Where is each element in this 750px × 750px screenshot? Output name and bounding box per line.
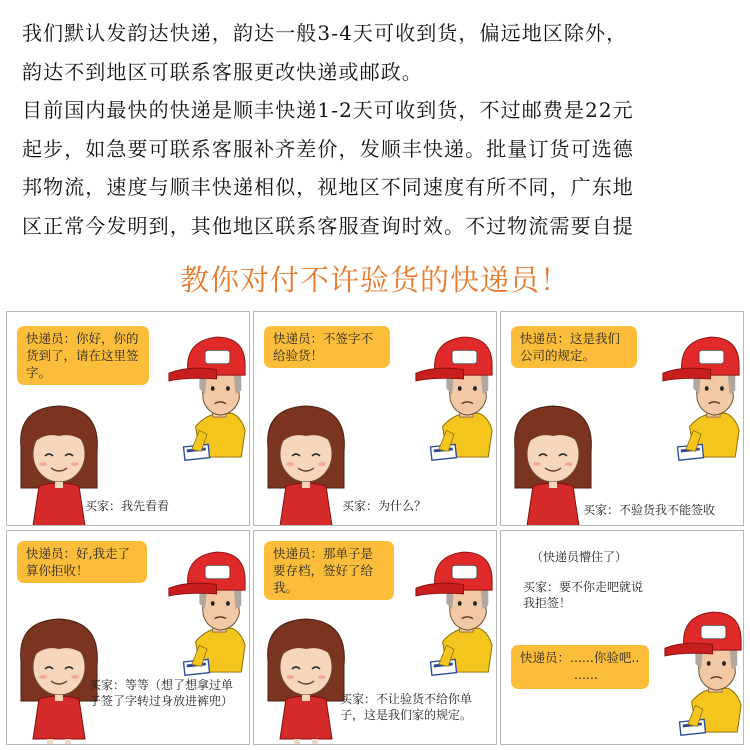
- notice-line: 韵达不到地区可联系客服更改快递或邮政。: [22, 59, 423, 84]
- courier-figure: [167, 543, 247, 683]
- courier-speech-text: 快递员：......你验吧..: [520, 650, 640, 665]
- courier-speech-bubble: 快递员：不签字不给验货！: [264, 326, 390, 368]
- notice-line: 起步，如急要可联系客服补齐差价，发顺丰快递。批量订货可选德: [22, 136, 634, 161]
- courier-figure: [414, 543, 494, 683]
- courier-speech-bubble: 快递员：好,我走了算你拒收！: [17, 541, 147, 583]
- courier-figure: [661, 328, 741, 468]
- buyer-speech-text: 买家：要不你走吧就说我拒签！: [523, 580, 644, 610]
- buyer-speech-text: 买家：为什么？: [342, 499, 427, 513]
- buyer-figure: [262, 615, 350, 745]
- comic-panel-1: [6, 311, 250, 526]
- courier-figure: [414, 328, 494, 468]
- courier-speech-bubble: [511, 645, 649, 689]
- notice-line: 我们默认发韵达快递，韵达一般3-4天可收到货，偏远地区除外，: [22, 21, 628, 45]
- comic-panel-6: [500, 530, 744, 745]
- courier-speech-ellipsis: ......: [574, 667, 598, 682]
- buyer-speech-text: 买家：等等（想了想拿过单子签了字转过身放进裤兜）: [89, 678, 234, 708]
- courier-figure: [663, 603, 743, 743]
- notice-line: 区正常今发明到，其他地区联系客服查询时效。不过物流需要自提: [22, 213, 634, 238]
- notice-line: 目前国内最快的快递是顺丰快递1-2天可收到货，不过邮费是22元: [22, 98, 634, 122]
- courier-speech-bubble: 快递员：那单子是要存档，签好了给我。: [264, 541, 394, 600]
- comic-panel-3: [500, 311, 744, 526]
- buyer-speech-text: 买家：不验货我不能签收: [583, 503, 716, 517]
- shipping-notice: [22, 14, 734, 245]
- comic-panel-4: [6, 530, 250, 745]
- comic-grid: [6, 311, 744, 745]
- comic-headline: 教你对付不许验货的快递员！: [179, 263, 570, 297]
- narration-text: （快递员懵住了）: [531, 550, 628, 564]
- notice-line: 邦物流，速度与顺丰快递相似，视地区不同速度有所不同，广东地: [22, 175, 634, 199]
- buyer-figure: [262, 402, 350, 526]
- comic-panel-5: [253, 530, 497, 745]
- courier-speech-bubble: 快递员：你好，你的货到了，请在这里签字。: [17, 326, 149, 385]
- buyer-speech-text: 买家：不让验货不给你单子，这是我们家的规定。: [340, 692, 473, 722]
- courier-figure: [167, 328, 247, 468]
- buyer-speech-text: 买家：我先看看: [85, 499, 170, 513]
- courier-speech-bubble: 快递员：这是我们公司的规定。: [511, 326, 637, 368]
- comic-panel-2: [253, 311, 497, 526]
